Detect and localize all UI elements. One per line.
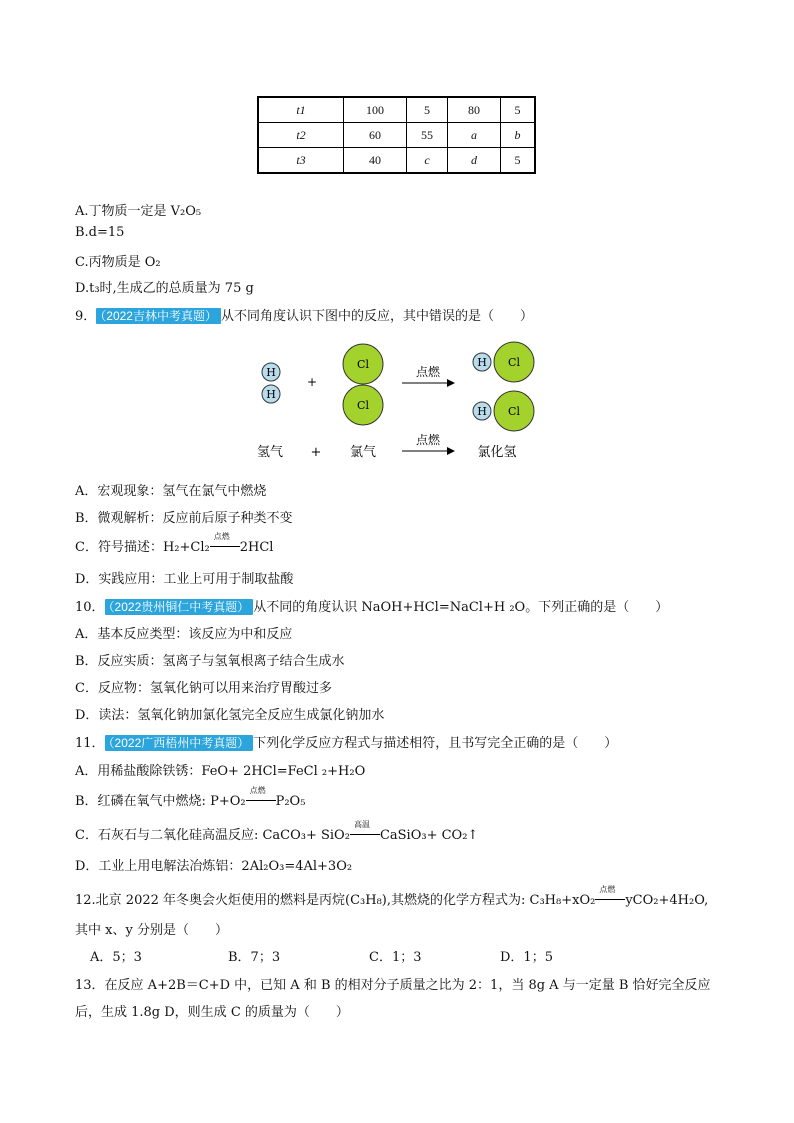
q10-option-c: C．反应物：氢氧化钠可以用来治疗胃酸过多 — [75, 681, 332, 696]
question-10-stem — [75, 596, 668, 615]
table-cell: c — [407, 148, 448, 174]
question-number: 9． — [75, 309, 97, 324]
question-13-line-2: 后，生成 1.8g D，则生成 C 的质量为（ ） — [75, 1005, 349, 1020]
cl-label: Cl — [357, 399, 369, 412]
question-12-stem — [75, 885, 709, 908]
q9-option-b: B．微观解析：反应前后原子种类不变 — [75, 511, 293, 526]
time-cell: t1 — [258, 97, 344, 123]
question-text: 从不同的角度认识 NaOH+HCl=NaCl+H ₂O。下列正确的是（ ） — [253, 600, 669, 615]
time-cell: t3 — [258, 148, 344, 174]
question-12-stem-2: 其中 x、y 分别是（ ） — [75, 923, 228, 938]
source-tag: （2022广西梧州中考真题） — [105, 735, 254, 751]
q8-option-a: A.丁物质一定是 V₂O₅ — [75, 204, 202, 219]
table-cell: 100 — [344, 97, 407, 123]
condition-arrow — [595, 885, 625, 906]
equation-right: CaSiO₃+ CO₂↑ — [379, 828, 479, 843]
question-9-stem — [75, 305, 533, 324]
cl-label: Cl — [357, 358, 369, 371]
word-hydrogen: 氢气 — [256, 445, 284, 460]
condition-label: 点燃 — [249, 786, 266, 795]
table-row — [258, 148, 535, 174]
q12-option-b: B．7；3 — [228, 950, 281, 965]
q10-option-a: A．基本反应类型：该反应为中和反应 — [75, 627, 293, 642]
condition-label: 点燃 — [415, 433, 441, 447]
table-cell: 80 — [448, 97, 501, 123]
reaction-diagram — [250, 338, 550, 468]
question-11-stem — [75, 732, 617, 751]
table-row — [258, 97, 535, 123]
q12-option-a: A．5；3 — [90, 950, 142, 965]
table-cell: a — [448, 123, 501, 148]
table-cell: 5 — [501, 97, 536, 123]
condition-arrow — [350, 820, 380, 841]
q11-option-a: A．用稀盐酸除铁锈：FeO+ 2HCl=FeCl ₂+H₂O — [75, 764, 366, 779]
word-hydrogen-chloride: 氯化氢 — [477, 445, 517, 460]
table-row — [258, 123, 535, 148]
h-label: H — [477, 356, 487, 369]
cl-label: Cl — [508, 405, 520, 418]
q9-option-a: A．宏观现象：氢气在氯气中燃烧 — [75, 484, 267, 499]
q9-option-d: D．实践应用：工业上可用于制取盐酸 — [75, 572, 294, 587]
table-cell: b — [501, 123, 536, 148]
q11-option-d: D．工业上用电解法冶炼铝：2Al₂O₃=4Al+3O₂ — [75, 859, 353, 874]
h-label: H — [477, 405, 487, 418]
q10-option-b: B．反应实质：氢离子与氢氧根离子结合生成水 — [75, 654, 345, 669]
q8-option-b: B.d=15 — [75, 225, 125, 240]
q11-option-c — [75, 820, 479, 843]
time-cell: t2 — [258, 123, 344, 148]
table-cell: 60 — [344, 123, 407, 148]
q12-option-d: D．1；5 — [500, 950, 553, 965]
question-13-line-1: 13．在反应 A+2B＝C+D 中，已知 A 和 B 的相对分子质量之比为 2：1，当 8g A 与一定量 B 恰好完全反应 — [75, 978, 711, 993]
q9-option-c — [75, 532, 274, 555]
equation-left: 12.北京 2022 年冬奥会火炬使用的燃料是丙烷(C₃H₈),其燃烧的化学方程式为: C₃H₈+xO₂ — [75, 893, 596, 908]
plus-sign: + — [310, 445, 322, 460]
question-number: 11． — [75, 736, 105, 751]
table-cell: 40 — [344, 148, 407, 174]
q8-option-d: D.t₃时,生成乙的总质量为 75 g — [75, 281, 254, 296]
table-cell: 55 — [407, 123, 448, 148]
condition-label: 点燃 — [599, 885, 616, 894]
table-cell: 5 — [407, 97, 448, 123]
equation-left: C．符号描述：H₂+Cl₂ — [75, 540, 210, 555]
equation-right: P₂O₅ — [275, 794, 306, 809]
question-number: 10． — [75, 600, 105, 615]
equation-right: yCO₂+4H₂O, — [625, 893, 709, 908]
cl-label: Cl — [508, 356, 520, 369]
equation-left: C．石灰石与二氧化硅高温反应: CaCO₃+ SiO₂ — [75, 828, 350, 843]
table-cell: d — [448, 148, 501, 174]
condition-label: 点燃 — [213, 532, 230, 541]
word-chlorine: 氯气 — [349, 445, 377, 460]
question-text: 从不同角度认识下图中的反应，其中错误的是（ ） — [220, 309, 533, 324]
h-label: H — [266, 388, 276, 401]
question-text: 下列化学反应方程式与描述相符，且书写完全正确的是（ ） — [253, 736, 618, 751]
reaction-data-table — [257, 96, 536, 174]
condition-label: 点燃 — [415, 365, 441, 379]
q8-option-c: C.丙物质是 O₂ — [75, 255, 161, 270]
source-tag: （2022吉林中考真题） — [96, 308, 221, 324]
equation-left: B．红磷在氧气中燃烧: P+O₂ — [75, 794, 246, 809]
table-cell: 5 — [501, 148, 536, 174]
condition-label: 高温 — [353, 820, 370, 829]
h-label: H — [266, 366, 276, 379]
q10-option-d: D．读法：氢氧化钠加氯化氢完全反应生成氯化钠加水 — [75, 708, 385, 723]
source-tag: （2022贵州铜仁中考真题） — [105, 599, 254, 615]
condition-arrow — [246, 786, 276, 807]
q11-option-b — [75, 786, 306, 809]
condition-arrow — [210, 532, 240, 553]
plus-sign: + — [306, 375, 318, 389]
equation-right: 2HCl — [239, 540, 274, 555]
q12-option-c: C．1；3 — [369, 950, 422, 965]
